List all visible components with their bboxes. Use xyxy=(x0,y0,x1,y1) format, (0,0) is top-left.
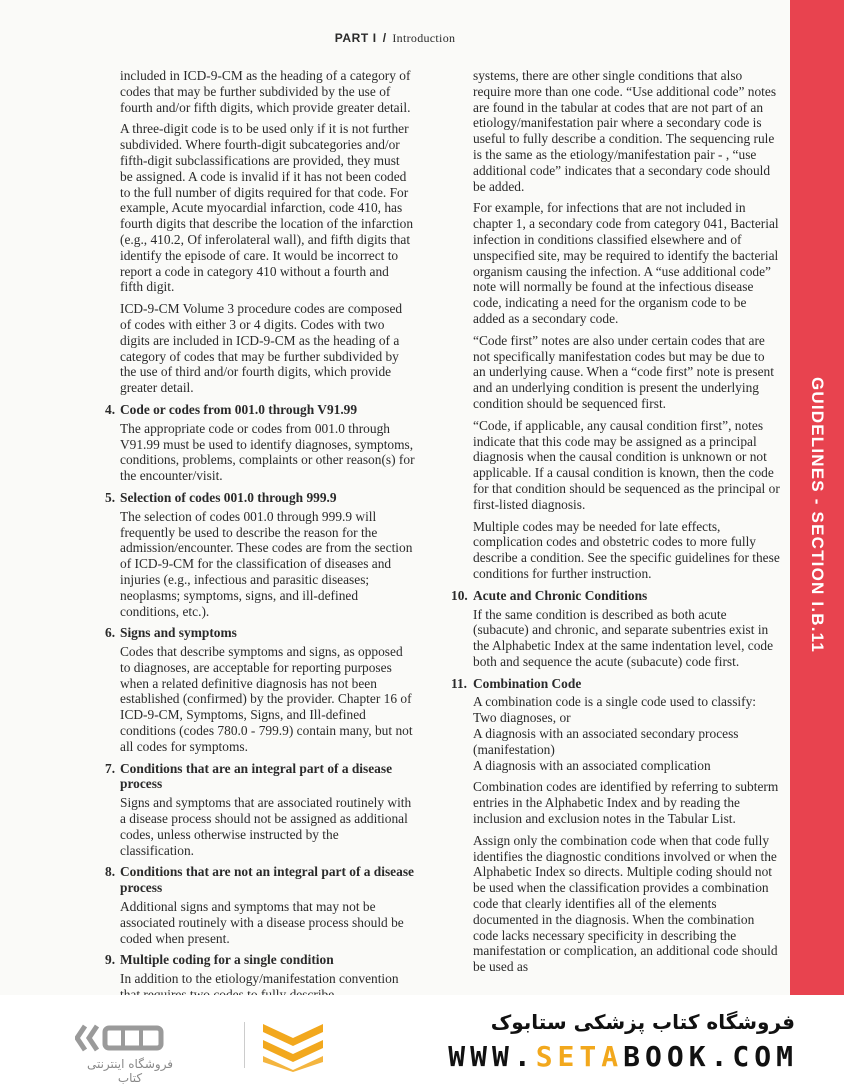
section-title: Selection of codes 001.0 through 999.9 xyxy=(120,489,337,505)
section-title: Multiple coding for a single condition xyxy=(120,952,334,968)
url-prefix: WWW. xyxy=(448,1040,536,1073)
logo-subtitle: فروشگاه اینترنتی کتاب xyxy=(86,1057,174,1085)
paragraph: systems, there are other single conditions that also require more than one code. “Use additional code” notes are found in the tabular at codes that are not part of an etiology/manifestation pair where a secondary code is useful to fully describe a condition. The sequencing rule is the same as the etiology/manifestation pair - , “use additional code” indicates that a secondary code should be added. xyxy=(473,68,777,194)
paragraph: Multiple codes may be needed for late effects, complication codes and obstetric codes to more fully describe a condition. See the specific guidelines for these conditions for further instruction. xyxy=(473,518,780,581)
paragraph: included in ICD-9-CM as the heading of a category of codes that may be further subdivided by the use of fourth and/or fifth digits, which provide greater detail. xyxy=(120,68,411,115)
paragraph: The appropriate code or codes from 001.0 through V91.99 must be used to identify diagnoses, symptoms, conditions, problems, complaints or other reason(s) for the encounter/visit. xyxy=(120,420,415,484)
section-heading xyxy=(105,402,415,418)
section-heading xyxy=(105,490,415,506)
logo-divider xyxy=(244,1022,245,1068)
section-title: Code or codes from 001.0 through V91.99 xyxy=(120,401,358,417)
paragraph: ICD-9-CM Volume 3 procedure codes are composed of codes with either 3 or 4 digits. Codes with two digits are included in ICD-9-CM as the heading of a category of codes that may be further subdivided by the use of third and/or fourth digits, which provide greater detail. xyxy=(120,301,403,396)
paragraph: A combination code is a single code used to classify: xyxy=(473,694,757,710)
section-number: 8. xyxy=(105,864,116,880)
paragraph: Combination codes are identified by referring to subterm entries in the Alphabetic Index and by reading the inclusion and exclusion notes in the Tabular List. xyxy=(473,779,779,827)
book-chevrons-icon xyxy=(258,1018,328,1072)
paragraph: For example, for infections that are not included in chapter 1, a secondary code from category 041, Bacterial infection in conditions classified elsewhere and of unspecified site, may be required to identify the bacterial organism causing the infection. A “use additional code” note will normally be found at the infectious disease code, indicating a need for the organism code to be added as a secondary code. xyxy=(473,200,779,326)
url-suffix: BOOK.COM xyxy=(623,1040,798,1073)
paragraph: The selection of codes 001.0 through 999.9 will frequently be used to describe the reason for the admission/encounter. These codes are from the section of ICD-9-CM for the classification of diseases and injuries (e.g., infectious and parasitic diseases; neoplasms; symptoms, signs, and ill-defined conditions, etc.). xyxy=(120,508,413,619)
section-heading xyxy=(105,952,415,968)
section-number: 10. xyxy=(451,587,468,603)
section-title: Signs and symptoms xyxy=(120,625,237,641)
left-column xyxy=(105,68,415,1009)
header-separator: / xyxy=(382,31,387,45)
section-heading xyxy=(451,588,780,604)
header-section: Introduction xyxy=(392,31,456,45)
paragraph: If the same condition is described as both acute (subacute) and chronic, and separate subentries exist in the Alphabetic Index at the same indentation level, code both and sequence the acute (subacute) code first. xyxy=(473,606,774,669)
section-heading xyxy=(105,761,415,793)
section-number: 6. xyxy=(105,625,116,641)
section-title: Acute and Chronic Conditions xyxy=(473,587,648,603)
section-heading xyxy=(105,864,415,896)
store-name: فروشگاه کتاب پزشکی ستابوک xyxy=(490,1010,795,1034)
paragraph: “Code, if applicable, any causal condition first”, notes indicate that this code may be assigned as a principal diagnosis when the causal condition is unknown or not applicable. If a causal condition is known, then the code for that condition should be sequenced as the principal or first-listed diagnosis. xyxy=(473,417,780,512)
side-tab-label: GUIDELINES - SECTION I.B.11 xyxy=(808,376,827,654)
right-column xyxy=(451,68,780,981)
section-title: Conditions that are an integral part of a disease process xyxy=(120,760,393,792)
paragraph: Codes that describe symptoms and signs, as opposed to diagnoses, are acceptable for reporting purposes when a related definitive diagnosis has not been established (confirmed) by the provider. Chapter 16 of ICD-9-CM, Symptoms, Signs, and Ill-defined conditions (codes 780.0 - 799.9) contain many, but not all codes for symptoms. xyxy=(120,644,413,754)
paragraph: “Code first” notes are also under certain codes that are not specifically manifestation codes but may be due to an underlying cause. When a “code first” note is present and an underlying condition is present the underlying condition should be sequenced first. xyxy=(473,332,774,411)
section-number: 11. xyxy=(451,675,467,691)
paragraph: A diagnosis with an associated complication xyxy=(473,757,711,773)
section-number: 7. xyxy=(105,760,116,776)
section-number: 9. xyxy=(105,952,116,968)
section-title: Combination Code xyxy=(473,675,582,691)
paragraph: Signs and symptoms that are associated routinely with a disease process should not be assigned as additional codes, unless otherwise instructed by the classification. xyxy=(120,795,412,858)
paragraph: Assign only the combination code when that code fully identifies the diagnostic conditions involved or when the Alphabetic Index so directs. Multiple coding should not be used when the classification provides a combination code that clearly identifies all of the elements documented in the diagnosis. When the combination code lacks necessary specificity in describing the manifestation or complication, an additional code should be used as xyxy=(473,832,778,975)
setabook-logo-icon xyxy=(75,1022,165,1054)
section-number: 5. xyxy=(105,489,116,505)
paragraph: Two diagnoses, or xyxy=(473,710,571,726)
section-number: 4. xyxy=(105,401,116,417)
running-header xyxy=(0,31,790,46)
section-title: Conditions that are not an integral part of a disease process xyxy=(120,864,414,896)
header-part: PART I xyxy=(334,31,377,45)
store-url[interactable] xyxy=(438,1040,798,1073)
paragraph: A three-digit code is to be used only if it is not further subdivided. Where fourth-digit subcategories and/or fifth-digit subclassifications are provided, they must be assigned. A code is invalid if it has not been coded to the full number of digits required for that code. For example, Acute myocardial infarction, code 410, has fourth digits that describe the location of the infarction (e.g., 410.2, Of inferolateral wall), and fifth digits that identify the episode of care. It would be incorrect to report a code in category 410 without a fourth and fifth digit. xyxy=(120,121,414,295)
section-heading xyxy=(451,676,780,692)
paragraph: A diagnosis with an associated secondary process (manifestation) xyxy=(473,726,739,757)
section-heading xyxy=(105,625,415,641)
paragraph: In addition to the etiology/manifestation convention xyxy=(120,971,399,987)
url-highlight: SETA xyxy=(535,1040,624,1073)
paragraph: Additional signs and symptoms that may not be associated routinely with a disease process should be coded when present. xyxy=(120,899,404,946)
